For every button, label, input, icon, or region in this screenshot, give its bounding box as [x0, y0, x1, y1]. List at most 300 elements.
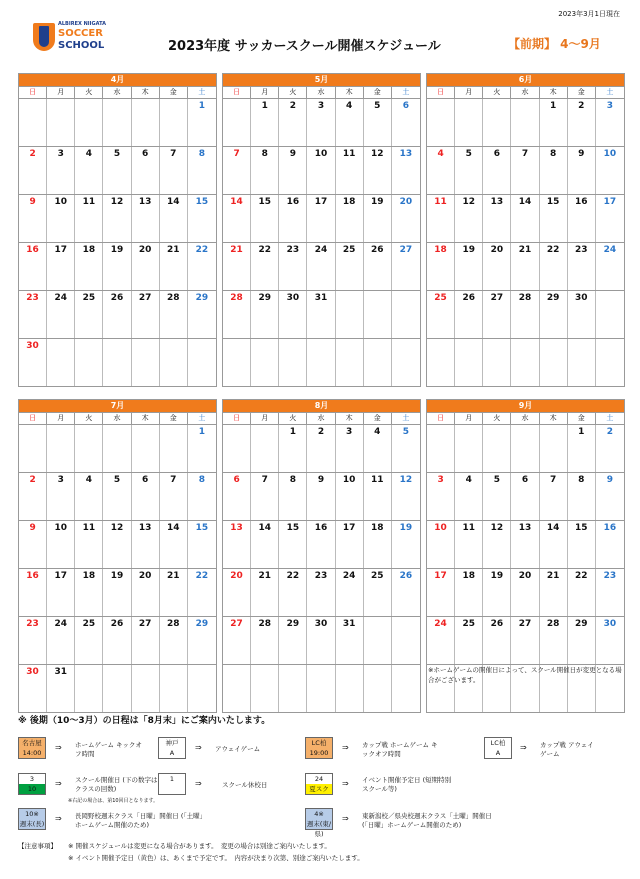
day-cell: [47, 291, 75, 338]
day-number: 15: [195, 523, 209, 533]
weekday-label: 木: [336, 87, 364, 98]
day-cell: [75, 665, 103, 712]
day-cell: [307, 339, 335, 386]
day-number: 22: [575, 571, 588, 581]
day-number: 10: [342, 475, 356, 485]
day-cell: [188, 195, 216, 242]
day-cell: [392, 195, 420, 242]
logo-line3: SCHOOL: [58, 40, 105, 51]
day-number: 23: [286, 245, 300, 255]
day-cell: [279, 339, 307, 386]
notice: ※ 後期（10～3月）の日程は「8月末」にご案内いたします。: [18, 716, 271, 726]
day-number: 6: [402, 101, 410, 111]
day-cell: [132, 425, 160, 472]
day-cell: [279, 569, 307, 616]
day-number: 6: [233, 475, 240, 485]
day-cell: [103, 473, 131, 520]
day-cell: [103, 243, 131, 290]
day-number: 22: [258, 245, 271, 255]
day-number: 22: [546, 245, 560, 255]
day-number: 11: [371, 475, 384, 485]
day-cell: [336, 569, 364, 616]
day-number: 18: [462, 571, 475, 581]
day-number: 16: [26, 571, 39, 581]
day-cell: [568, 521, 596, 568]
day-number: 8: [261, 149, 268, 159]
day-number: 19: [490, 571, 504, 581]
day-cell: [511, 99, 539, 146]
day-number: 31: [54, 667, 67, 677]
day-cell: [483, 473, 511, 520]
day-cell: [188, 99, 216, 146]
day-cell: [160, 339, 188, 386]
day-number: 4: [437, 149, 444, 159]
day-cell: [336, 617, 364, 664]
day-number: 13: [518, 523, 532, 533]
day-cell: [540, 99, 568, 146]
day-cell: [596, 521, 624, 568]
logo-line1: ALBIREX NIIGATA: [58, 21, 106, 27]
weekday-label: 月: [47, 87, 75, 98]
day-cell: [188, 425, 216, 472]
day-cell: [511, 339, 539, 386]
day-cell: [392, 243, 420, 290]
day-cell: [188, 521, 216, 568]
arrow-icon: ⇒: [342, 814, 349, 823]
legend-west: 長岡野校週末クラス「日曜」開催日 (「土曜」ホームゲーム開催のため): [75, 812, 203, 829]
day-number: 21: [258, 571, 271, 581]
day-number: 29: [575, 619, 588, 629]
day-cell: [75, 243, 103, 290]
day-cell: [568, 99, 596, 146]
day-cell: [132, 665, 160, 712]
day-cell: [336, 99, 364, 146]
day-number: 2: [289, 101, 296, 111]
day-cell: [160, 569, 188, 616]
day-number: 9: [289, 149, 296, 159]
day-number: 21: [518, 245, 532, 255]
day-number: 7: [170, 475, 177, 485]
day-cell: [251, 665, 279, 712]
day-cell: [160, 521, 188, 568]
legend-school-note: ※右記の場合は、第10回目となります。: [68, 798, 159, 804]
day-cell: [103, 617, 131, 664]
day-cell: [511, 425, 539, 472]
day-cell: [279, 617, 307, 664]
day-cell: [483, 521, 511, 568]
day-number: 28: [230, 293, 243, 303]
day-cell: [336, 147, 364, 194]
day-cell: [336, 665, 364, 712]
legend-east-box: 4※ 週末(東/県): [306, 810, 332, 838]
day-number: 10: [54, 523, 67, 533]
day-cell: [75, 617, 103, 664]
day-number: 6: [521, 475, 529, 485]
weekday-label: 金: [160, 413, 188, 424]
weekday-label: 木: [540, 413, 568, 424]
day-number: 9: [317, 475, 325, 485]
day-number: 11: [82, 523, 96, 533]
foot-line2: ※ イベント開催予定日（黄色）は、あくまで予定です。 内容が決まり次第、別途ご案内いたします。: [68, 854, 364, 862]
day-cell: [483, 99, 511, 146]
day-number: 4: [374, 427, 381, 437]
day-cell: [75, 339, 103, 386]
day-number: 16: [603, 523, 617, 533]
day-cell: [511, 617, 539, 664]
legend-cup-box: LC柏 19:00: [305, 737, 333, 759]
day-cell: [596, 99, 624, 146]
weekday-label: 日: [427, 413, 455, 424]
day-number: 29: [286, 619, 300, 629]
logo-shield-icon: [33, 23, 55, 51]
day-cell: [596, 617, 624, 664]
day-cell: [103, 291, 131, 338]
arrow-icon: ⇒: [520, 743, 527, 752]
day-cell: [364, 195, 392, 242]
day-number: 19: [371, 197, 384, 207]
day-number: 1: [261, 101, 268, 111]
day-number: 16: [575, 197, 588, 207]
day-cell: [392, 425, 420, 472]
day-number: 2: [606, 427, 614, 437]
day-number: 23: [575, 245, 588, 255]
day-cell: [336, 425, 364, 472]
day-number: 11: [82, 197, 96, 207]
day-number: 4: [465, 475, 472, 485]
day-cell: [364, 147, 392, 194]
day-number: 27: [399, 245, 413, 255]
day-number: 26: [399, 571, 413, 581]
day-number: 24: [314, 245, 328, 255]
day-cell: [160, 243, 188, 290]
day-number: 10: [54, 197, 67, 207]
day-number: 11: [462, 523, 475, 533]
day-cell: [103, 665, 131, 712]
day-number: 5: [465, 149, 472, 159]
month-header: 6月: [427, 74, 624, 86]
day-number: 29: [546, 293, 560, 303]
day-number: 9: [606, 475, 614, 485]
day-cell: [160, 425, 188, 472]
day-cell: [392, 521, 420, 568]
day-number: 12: [110, 197, 124, 207]
day-number: 4: [85, 475, 92, 485]
day-cell: [223, 291, 251, 338]
day-number: 10: [314, 149, 328, 159]
day-cell: [364, 425, 392, 472]
day-cell: [336, 291, 364, 338]
day-cell: [568, 339, 596, 386]
month-header: 7月: [19, 400, 216, 412]
arrow-icon: ⇒: [195, 743, 202, 752]
date-stamp: 2023年3月1日現在: [558, 10, 620, 18]
day-number: 21: [167, 571, 180, 581]
day-cell: [223, 339, 251, 386]
day-cell: [251, 521, 279, 568]
month-header: 9月: [427, 400, 624, 412]
day-cell: [19, 569, 47, 616]
day-number: 18: [371, 523, 384, 533]
day-cell: [251, 569, 279, 616]
day-cell: [540, 617, 568, 664]
day-cell: [307, 521, 335, 568]
day-number: 30: [26, 667, 39, 677]
day-number: 14: [230, 197, 243, 207]
day-number: 7: [233, 149, 240, 159]
legend-school: スクール開催日 (下の数字はクラスの回数): [75, 776, 158, 793]
day-cell: [568, 617, 596, 664]
day-number: 26: [490, 619, 504, 629]
weekday-label: 木: [132, 413, 160, 424]
day-number: 7: [550, 475, 557, 485]
day-cell: [251, 99, 279, 146]
day-cell: [364, 243, 392, 290]
day-cell: [568, 425, 596, 472]
day-number: 17: [434, 571, 447, 581]
weekday-label: 水: [307, 413, 335, 424]
weekday-label: 日: [223, 87, 251, 98]
day-cell: [336, 243, 364, 290]
day-cell: [103, 425, 131, 472]
day-number: 25: [371, 571, 384, 581]
day-cell: [364, 617, 392, 664]
weekday-label: 木: [132, 87, 160, 98]
day-cell: [132, 147, 160, 194]
day-number: 15: [195, 197, 209, 207]
day-cell: [47, 195, 75, 242]
weekday-label: 日: [19, 413, 47, 424]
day-number: 28: [518, 293, 532, 303]
day-number: 19: [462, 245, 475, 255]
day-cell: [364, 291, 392, 338]
day-number: 5: [113, 149, 121, 159]
day-cell: [336, 521, 364, 568]
day-number: 19: [110, 571, 124, 581]
day-cell: [188, 665, 216, 712]
day-cell: [483, 617, 511, 664]
day-number: 13: [490, 197, 504, 207]
day-number: 2: [317, 427, 325, 437]
day-number: 14: [258, 523, 271, 533]
day-number: 1: [198, 101, 206, 111]
day-cell: [364, 665, 392, 712]
legend-away: アウェイゲーム: [215, 745, 261, 753]
day-cell: [427, 339, 455, 386]
day-cell: [540, 425, 568, 472]
arrow-icon: ⇒: [55, 814, 62, 823]
day-cell: [279, 147, 307, 194]
page-title: 2023年度 サッカースクール開催スケジュール: [168, 39, 441, 54]
day-cell: [427, 521, 455, 568]
day-cell: [568, 195, 596, 242]
day-number: 25: [462, 619, 475, 629]
weekday-label: 金: [364, 413, 392, 424]
calendar-month: [18, 399, 217, 713]
day-cell: [75, 147, 103, 194]
day-number: 30: [314, 619, 328, 629]
day-number: 30: [286, 293, 300, 303]
day-number: 28: [167, 293, 180, 303]
day-cell: [160, 147, 188, 194]
day-cell: [279, 473, 307, 520]
weekday-label: 土: [402, 414, 410, 422]
legend-cup-home: カップ戦 ホームゲーム キックオフ時間: [362, 741, 438, 758]
weekday-label: 水: [103, 413, 131, 424]
day-cell: [540, 195, 568, 242]
day-number: 12: [371, 149, 384, 159]
day-number: 3: [57, 149, 64, 159]
day-cell: [223, 665, 251, 712]
day-cell: [188, 243, 216, 290]
day-number: 18: [82, 571, 96, 581]
day-cell: [75, 569, 103, 616]
day-number: 16: [286, 197, 300, 207]
day-cell: [483, 195, 511, 242]
day-cell: [223, 473, 251, 520]
day-number: 7: [521, 149, 529, 159]
day-cell: [364, 339, 392, 386]
day-cell: [47, 99, 75, 146]
day-cell: [596, 147, 624, 194]
day-number: 30: [575, 293, 588, 303]
weekday-label: 火: [483, 413, 511, 424]
day-cell: [392, 473, 420, 520]
day-number: 26: [462, 293, 475, 303]
day-cell: [483, 425, 511, 472]
day-number: 20: [138, 571, 152, 581]
weekday-label: 金: [364, 87, 392, 98]
day-cell: [132, 473, 160, 520]
day-number: 18: [82, 245, 96, 255]
logo: [33, 19, 123, 55]
day-cell: [568, 473, 596, 520]
day-cell: [75, 291, 103, 338]
day-cell: [427, 473, 455, 520]
day-number: 14: [518, 197, 532, 207]
day-number: 31: [342, 619, 356, 629]
day-cell: [103, 521, 131, 568]
day-number: 29: [195, 293, 209, 303]
foot-line1: ※ 開催スケジュールは変更になる場合があります。 変更の場合は別途ご案内いたします。: [68, 842, 331, 850]
day-number: 10: [603, 149, 617, 159]
day-cell: [19, 195, 47, 242]
day-number: 25: [342, 245, 356, 255]
legend-cup-away: カップ戦 アウェイゲーム: [540, 741, 594, 758]
day-number: 5: [493, 475, 500, 485]
day-number: 3: [346, 427, 353, 437]
day-cell: [223, 425, 251, 472]
weekday-label: 月: [455, 413, 483, 424]
day-cell: [160, 99, 188, 146]
day-number: 14: [546, 523, 560, 533]
day-number: 9: [578, 149, 585, 159]
day-cell: [19, 243, 47, 290]
legend-home-box: 名古屋 14:00: [18, 737, 46, 759]
day-cell: [160, 617, 188, 664]
weekday-label: 金: [160, 87, 188, 98]
day-cell: [427, 569, 455, 616]
day-number: 5: [402, 427, 410, 437]
day-cell: [511, 291, 539, 338]
day-number: 13: [399, 149, 413, 159]
legend-west-box: 10※ 週末(長): [19, 810, 45, 828]
day-cell: [223, 569, 251, 616]
day-cell: [160, 665, 188, 712]
weekday-label: 火: [75, 87, 103, 98]
weekday-label: 火: [279, 413, 307, 424]
day-number: 24: [54, 293, 67, 303]
month-header: 4月: [19, 74, 216, 86]
day-number: 6: [493, 149, 500, 159]
day-number: 20: [230, 571, 243, 581]
day-cell: [392, 569, 420, 616]
day-number: 3: [437, 475, 444, 485]
day-cell: [511, 521, 539, 568]
day-cell: [75, 521, 103, 568]
weekday-label: 水: [307, 87, 335, 98]
day-cell: [596, 339, 624, 386]
weekday-label: 水: [103, 87, 131, 98]
day-number: 11: [434, 197, 447, 207]
day-number: 10: [434, 523, 447, 533]
day-cell: [19, 99, 47, 146]
day-cell: [540, 473, 568, 520]
day-cell: [596, 195, 624, 242]
weekday-label: 木: [336, 413, 364, 424]
foot-head: 【注意事項】: [18, 842, 57, 850]
day-cell: [132, 617, 160, 664]
day-cell: [19, 291, 47, 338]
calendar-month: [222, 399, 421, 713]
day-cell: [511, 243, 539, 290]
day-cell: [392, 665, 420, 712]
day-cell: [307, 617, 335, 664]
day-cell: [511, 147, 539, 194]
day-number: 19: [399, 523, 413, 533]
day-cell: [483, 569, 511, 616]
day-number: 20: [399, 197, 413, 207]
day-number: 29: [258, 293, 271, 303]
day-number: 2: [29, 149, 36, 159]
day-number: 8: [289, 475, 296, 485]
day-number: 8: [198, 149, 206, 159]
day-cell: [188, 147, 216, 194]
day-cell: [596, 243, 624, 290]
day-cell: [160, 195, 188, 242]
day-cell: [455, 473, 483, 520]
day-number: 26: [110, 619, 124, 629]
day-number: 13: [230, 523, 243, 533]
day-cell: [75, 425, 103, 472]
day-number: 14: [167, 523, 180, 533]
day-cell: [455, 291, 483, 338]
day-cell: [132, 339, 160, 386]
day-cell: [19, 473, 47, 520]
weekday-label: 水: [511, 87, 539, 98]
day-number: 5: [374, 101, 381, 111]
day-cell: [279, 99, 307, 146]
day-cell: [251, 425, 279, 472]
day-cell: [47, 339, 75, 386]
day-number: 24: [342, 571, 356, 581]
day-number: 5: [113, 475, 121, 485]
day-number: 29: [195, 619, 209, 629]
day-cell: [132, 291, 160, 338]
day-number: 27: [138, 619, 152, 629]
weekday-label: 月: [251, 413, 279, 424]
calendar-month: [426, 73, 625, 387]
day-number: 6: [142, 149, 149, 159]
